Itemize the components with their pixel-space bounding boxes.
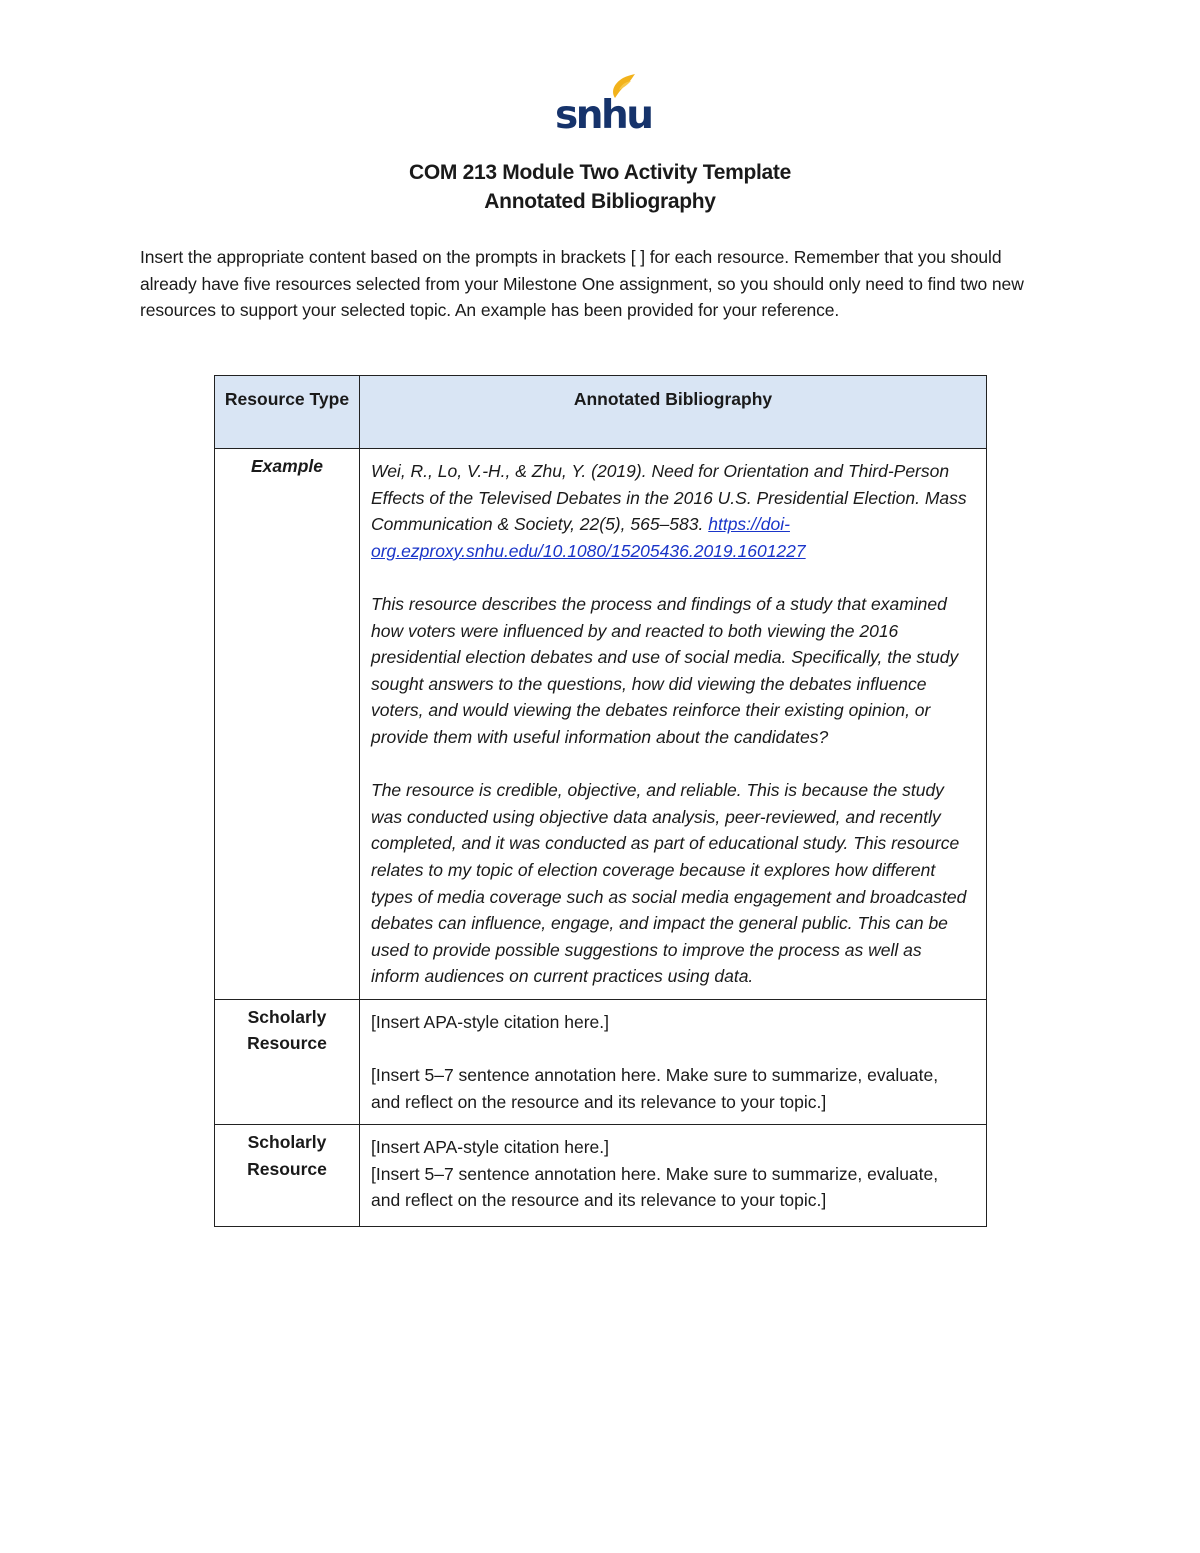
annotation-prompt[interactable]: [Insert 5–7 sentence annotation here. Make sure to summarize, evaluate, and reflect on the resource and its relevance to your topic.] — [371, 1163, 939, 1211]
paragraph-spacer — [371, 751, 972, 778]
resource-type-cell — [215, 449, 360, 1000]
annotation-cell[interactable] — [360, 999, 987, 1124]
example-summary: This resource describes the process and findings of a study that examined how voters were influenced by and reacted to both viewing the 2016 presidential election debates and use of social media. Specifically, the study sought answers to the questions, how did viewing the debates influence voters, and would viewing the debates reinforce their existing opinion, or provide them with useful information about the candidates? — [371, 593, 959, 747]
document-title: COM 213 Module Two Activity Template — [408, 161, 792, 184]
instructions-paragraph: Insert the appropriate content based on the prompts in brackets [ ] for each resource. Remember that you should already have five resources selected from your Milestone One assignment, so you should only need to find two new resources to support your selected topic. An example has been provided for your reference. — [140, 247, 1024, 320]
table-header-row — [215, 376, 987, 449]
doi-link[interactable]: https://doi-org.ezproxy.snhu.edu/10.1080/15205436.2019.1601227 — [371, 514, 806, 561]
paragraph-spacer — [371, 564, 972, 591]
table-row-scholarly-2 — [215, 1125, 987, 1227]
header-annotated-bibliography-label: Annotated Bibliography — [573, 389, 773, 409]
header-annotated-bibliography — [360, 376, 987, 449]
annotation-cell[interactable] — [360, 1125, 987, 1227]
annotation-prompt[interactable]: [Insert 5–7 sentence annotation here. Make sure to summarize, evaluate, and reflect on the resource and its relevance to your topic.] — [371, 1065, 939, 1112]
example-evaluation: The resource is credible, objective, and reliable. This is because the study was conducted using objective data analysis, peer-reviewed, and recently completed, and it was conducted as part of educational study. This resource relates to my topic of election coverage because it explores how different types of media coverage such as social media engagement and broadcasted debates can influence, engage, and impact the general public. This can be used to provide possible suggestions to improve the process as well as inform audiences on current practices using data. — [371, 780, 967, 987]
snhu-logo-graphic — [553, 72, 652, 138]
resource-type-label: Example — [251, 456, 323, 476]
document-subtitle: Annotated Bibliography — [484, 190, 716, 213]
example-citation — [371, 458, 972, 564]
citation-prompt[interactable]: [Insert APA-style citation here.] — [371, 1011, 609, 1032]
resource-type-label: Scholarly Resource — [247, 1132, 327, 1179]
bibliography-table — [214, 375, 987, 1227]
table-row-example — [215, 449, 987, 1000]
header-resource-type-label: Resource Type — [224, 389, 350, 409]
annotation-cell — [360, 449, 987, 1000]
table-row-scholarly-1 — [215, 999, 987, 1124]
paragraph-spacer — [371, 1035, 972, 1062]
resource-type-cell — [215, 999, 360, 1124]
logo-wordmark: snhu — [555, 93, 652, 138]
snhu-logo — [553, 72, 652, 138]
citation-prompt[interactable]: [Insert APA-style citation here.] — [371, 1137, 609, 1158]
citation-text: Wei, R., Lo, V.-H., & Zhu, Y. (2019). Need for Orientation and Third-Person Effects of the Televised Debates in the 2016 U.S. Presidential Election. Mass Communication & Society, 22(5), 565–583. — [371, 461, 967, 535]
resource-type-cell — [215, 1125, 360, 1227]
resource-type-label: Scholarly Resource — [247, 1006, 327, 1054]
header-resource-type — [215, 376, 360, 449]
